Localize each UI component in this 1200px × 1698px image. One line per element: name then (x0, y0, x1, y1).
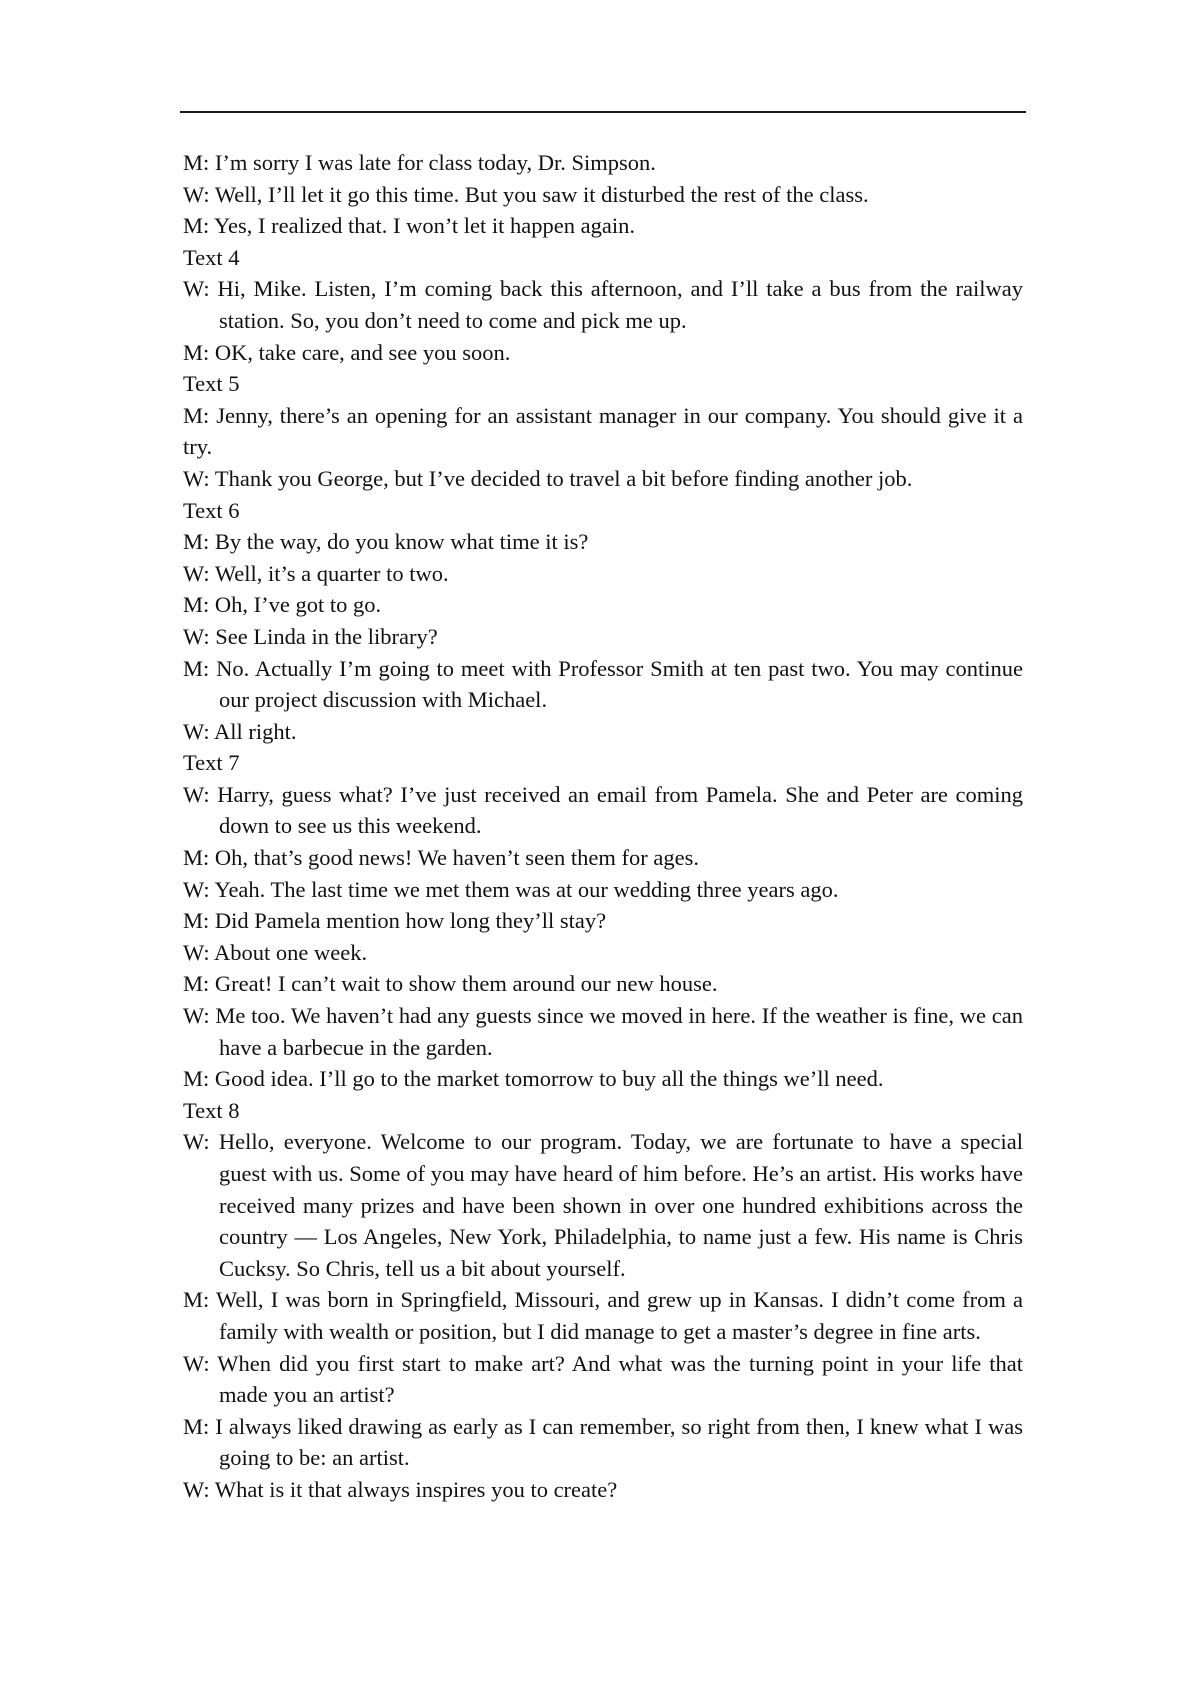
section-heading: Text 8 (183, 1097, 240, 1123)
dialogue-line: M: Great! I can’t wait to show them around our new house. (183, 971, 718, 997)
dialogue-line: W: Me too. We haven’t had any guests since we moved in here. If the weather is fine, we can have a barbecue in the garden. (183, 1003, 1023, 1060)
dialogue-line: W: Well, I’ll let it go this time. But you saw it disturbed the rest of the class. (183, 181, 869, 207)
dialogue-line: M: Well, I was born in Springfield, Missouri, and grew up in Kansas. I didn’t come from a family with wealth or position, but I did manage to get a master’s degree in fine arts. (183, 1287, 1023, 1344)
dialogue-line: M: No. Actually I’m going to meet with Professor Smith at ten past two. You may continue our project discussion with Michael. (183, 655, 1023, 713)
dialogue-line: W: Well, it’s a quarter to two. (183, 560, 449, 586)
section-heading: Text 6 (183, 497, 240, 523)
header-rule (180, 111, 1026, 113)
dialogue-line: M: By the way, do you know what time it is? (183, 529, 589, 555)
dialogue-line: W: Hi, Mike. Listen, I’m coming back this afternoon, and I’ll take a bus from the railway station. So, you don’t need to come and pick me up. (183, 276, 1023, 333)
section-heading: Text 5 (183, 371, 240, 397)
dialogue-line: M: Yes, I realized that. I won’t let it happen again. (183, 213, 635, 239)
dialogue-line: M: I always liked drawing as early as I can remember, so right from then, I knew what I was going to be: an artist. (183, 1413, 1023, 1471)
dialogue-line: M: OK, take care, and see you soon. (183, 339, 511, 365)
dialogue-line: W: When did you first start to make art? And what was the turning point in your life that made you an artist? (183, 1350, 1023, 1408)
dialogue-line: W: About one week. (183, 939, 368, 965)
dialogue-line: W: See Linda in the library? (183, 623, 438, 649)
dialogue-line: W: Yeah. The last time we met them was at our wedding three years ago. (183, 876, 839, 902)
dialogue-line: M: Oh, that’s good news! We haven’t seen them for ages. (183, 845, 699, 871)
dialogue-line: M: Did Pamela mention how long they’ll stay? (183, 908, 607, 934)
dialogue-line: M: Good idea. I’ll go to the market tomorrow to buy all the things we’ll need. (183, 1066, 884, 1092)
dialogue-line: M: Oh, I’ve got to go. (183, 592, 382, 618)
section-heading: Text 4 (183, 244, 240, 270)
dialogue-line: M: I’m sorry I was late for class today, Dr. Simpson. (183, 150, 656, 175)
dialogue-line: W: Hello, everyone. Welcome to our program. Today, we are fortunate to have a special guest with us. Some of you may have heard of him before. He’s an artist. His works have received many prizes and have been shown in over one hundred exhibitions across the country — Los Angeles, New York, Philadelphia, to name just a few. His name is Chris Cucksy. So Chris, tell us a bit about yourself. (183, 1129, 1023, 1281)
transcript (183, 147, 1023, 1506)
dialogue-line: W: All right. (183, 718, 297, 744)
dialogue-line: W: What is it that always inspires you to create? (183, 1476, 618, 1502)
dialogue-line: W: Thank you George, but I’ve decided to travel a bit before finding another job. (183, 465, 913, 491)
dialogue-line: W: Harry, guess what? I’ve just received an email from Pamela. She and Peter are coming down to see us this weekend. (183, 781, 1023, 839)
section-heading: Text 7 (183, 750, 240, 776)
dialogue-line: M: Jenny, there’s an opening for an assistant manager in our company. You should give it a try. (183, 402, 1023, 460)
